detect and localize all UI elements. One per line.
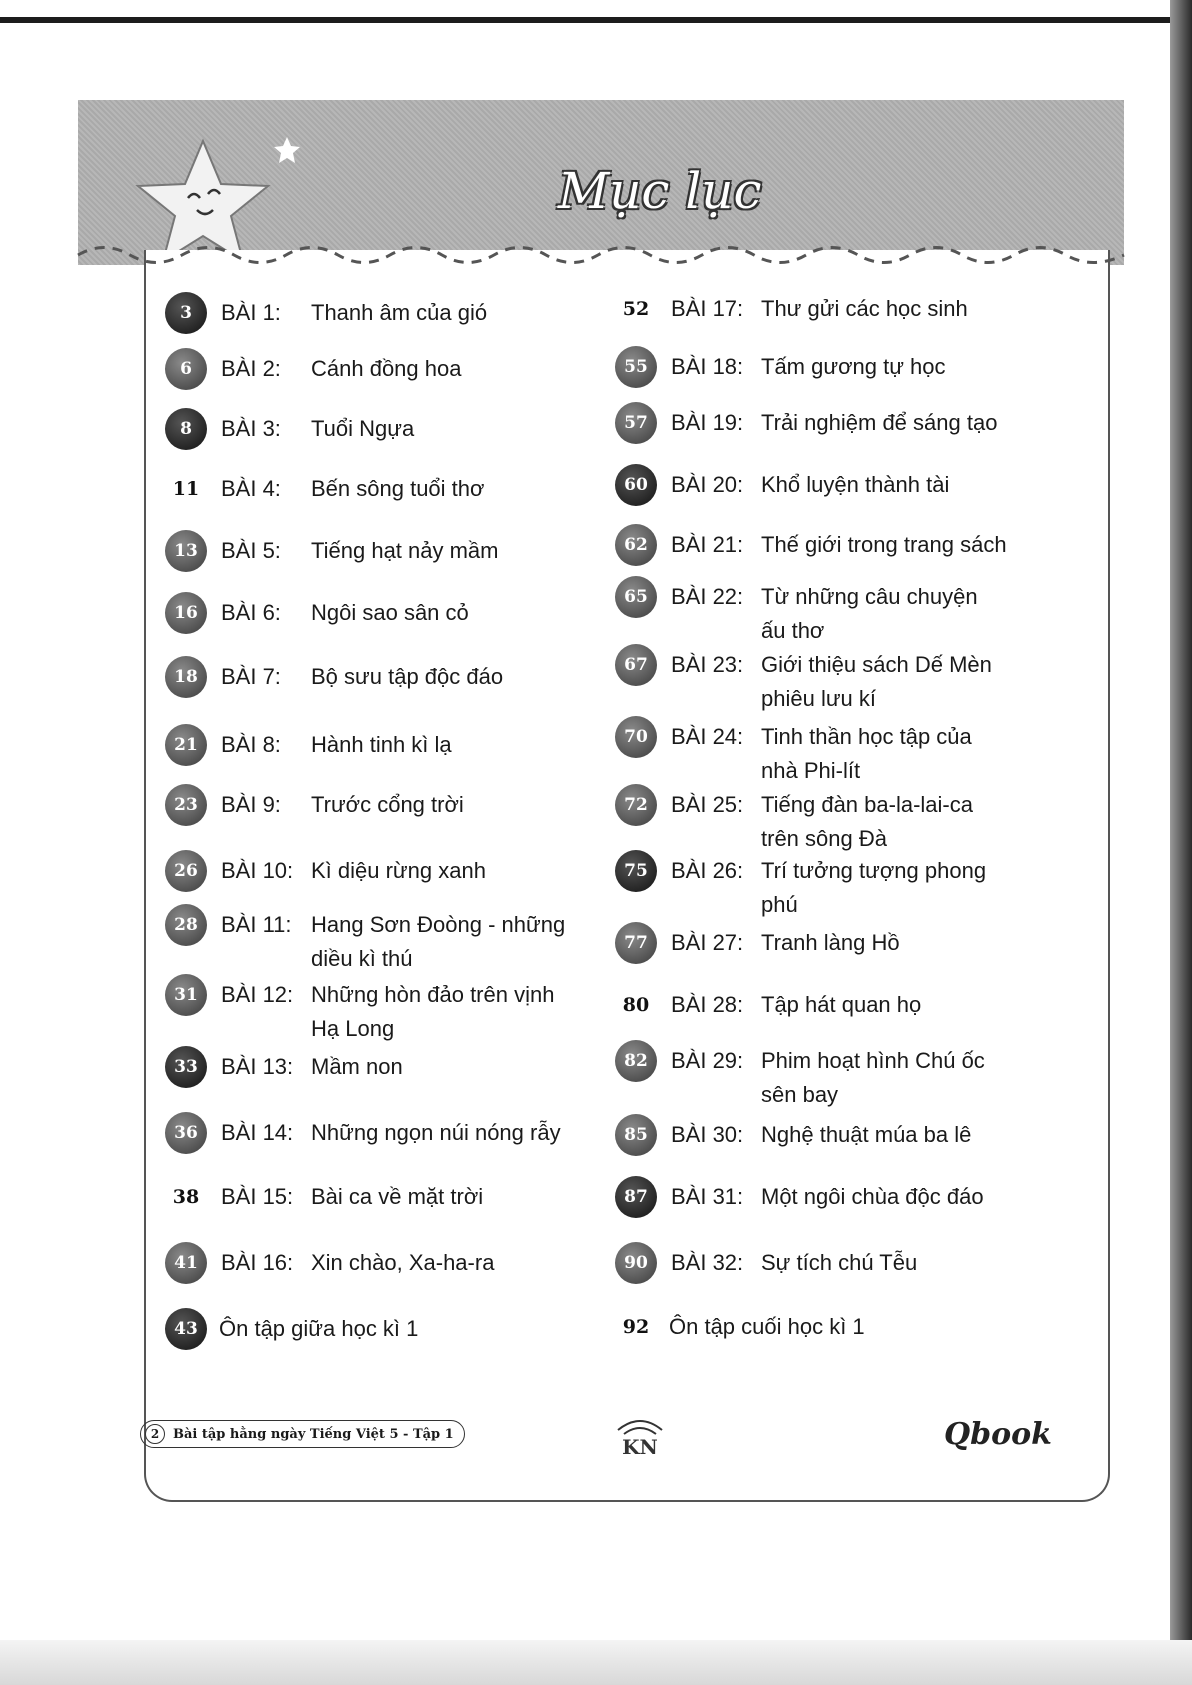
lesson-title: Ngôi sao sân cỏ bbox=[311, 600, 469, 625]
lesson-number: BÀI 10: bbox=[221, 858, 294, 883]
page-number-badge: 18 bbox=[165, 656, 207, 698]
toc-entry bbox=[165, 788, 464, 826]
toc-entry bbox=[615, 720, 972, 788]
page-number-badge: 6 bbox=[165, 348, 207, 390]
page-number-badge: 92 bbox=[622, 1316, 650, 1338]
toc-entry bbox=[165, 1246, 494, 1284]
lesson-number: BÀI 20: bbox=[671, 472, 744, 497]
lesson-title: Khổ luyện thành tài bbox=[761, 472, 950, 497]
toc-entry bbox=[615, 1246, 917, 1284]
toc-entry bbox=[165, 296, 487, 334]
toc-entry bbox=[615, 350, 946, 388]
toc-entry bbox=[615, 580, 978, 648]
lesson-number: BÀI 16: bbox=[221, 1250, 294, 1275]
svg-text:KN: KN bbox=[622, 1435, 658, 1459]
lesson-title: Một ngôi chùa độc đáo bbox=[761, 1184, 984, 1209]
toc-entry bbox=[615, 1044, 985, 1112]
page-number-badge: 38 bbox=[172, 1186, 200, 1208]
svg-text:Qbook: Qbook bbox=[944, 1417, 1052, 1452]
lesson-number: BÀI 31: bbox=[671, 1184, 744, 1209]
toc-entry bbox=[615, 406, 997, 444]
page-number-badge: 75 bbox=[615, 850, 657, 892]
lesson-title: Thanh âm của gió bbox=[311, 300, 488, 325]
lesson-number: BÀI 30: bbox=[671, 1122, 744, 1147]
book-title: Bài tập hằng ngày Tiếng Việt 5 - Tập 1 bbox=[173, 1426, 454, 1442]
lesson-title: Bộ sưu tập độc đáo bbox=[311, 664, 504, 689]
page-number-badge: 87 bbox=[615, 1176, 657, 1218]
lesson-number: BÀI 1: bbox=[221, 300, 281, 325]
lesson-number: BÀI 6: bbox=[221, 600, 281, 625]
lesson-title: Bến sông tuổi thơ bbox=[311, 476, 485, 501]
lesson-title: Kì diệu rừng xanh bbox=[311, 858, 486, 883]
lesson-title: Trước cổng trời bbox=[311, 792, 464, 817]
lesson-number: BÀI 8: bbox=[221, 732, 281, 757]
page-number-badge: 23 bbox=[165, 784, 207, 826]
lesson-title: Ôn tập cuối học kì 1 bbox=[669, 1314, 865, 1339]
lesson-title: Cánh đồng hoa bbox=[311, 356, 462, 381]
page-number-badge: 28 bbox=[165, 904, 207, 946]
lesson-title: Hành tinh kì lạ bbox=[311, 732, 452, 757]
toc-entry bbox=[615, 528, 1007, 566]
lesson-number: BÀI 17: bbox=[671, 296, 744, 321]
toc-entry bbox=[615, 926, 900, 964]
toc-entry bbox=[615, 1180, 984, 1218]
toc-entry bbox=[615, 854, 986, 922]
page-title: Mục lục bbox=[558, 162, 762, 220]
lesson-title: Từ những câu chuyện ấu thơ bbox=[761, 584, 978, 643]
toc-entry bbox=[165, 660, 503, 698]
lesson-number: BÀI 5: bbox=[221, 538, 281, 563]
lesson-title: Hang Sơn Đoòng - những diều kì thú bbox=[311, 912, 566, 971]
lesson-title: Tranh làng Hồ bbox=[761, 930, 900, 955]
toc-entry bbox=[615, 468, 949, 506]
toc-entry bbox=[165, 978, 554, 1046]
page-number-badge: 33 bbox=[165, 1046, 207, 1088]
lesson-title: Mầm non bbox=[311, 1054, 403, 1079]
page-number-badge: 72 bbox=[615, 784, 657, 826]
lesson-number: BÀI 4: bbox=[221, 476, 281, 501]
lesson-title: Những hòn đảo trên vịnh Hạ Long bbox=[311, 982, 555, 1041]
lesson-title: Tấm gương tự học bbox=[761, 354, 946, 379]
page-number-badge: 36 bbox=[165, 1112, 207, 1154]
lesson-number: BÀI 14: bbox=[221, 1120, 294, 1145]
page-number-badge: 43 bbox=[165, 1308, 207, 1350]
lesson-title: Xin chào, Xa-ha-ra bbox=[311, 1250, 495, 1275]
page-number: 2 bbox=[145, 1424, 165, 1444]
lesson-number: BÀI 15: bbox=[221, 1184, 294, 1209]
lesson-title: Tập hát quan họ bbox=[761, 992, 922, 1017]
lesson-number: BÀI 3: bbox=[221, 416, 281, 441]
lesson-title: Thư gửi các học sinh bbox=[761, 296, 968, 321]
footer-book-label bbox=[140, 1420, 465, 1448]
wavy-divider bbox=[78, 240, 1124, 270]
publisher-logo bbox=[610, 1410, 670, 1458]
scan-edge-right bbox=[1170, 0, 1192, 1685]
lesson-number: BÀI 13: bbox=[221, 1054, 294, 1079]
toc-entry bbox=[615, 788, 973, 856]
page-number-badge: 85 bbox=[615, 1114, 657, 1156]
lesson-title: Tuổi Ngựa bbox=[311, 416, 415, 441]
page-number-badge: 11 bbox=[172, 478, 200, 500]
lesson-title: Sự tích chú Tễu bbox=[761, 1250, 918, 1275]
lesson-number: BÀI 26: bbox=[671, 858, 744, 883]
page-number-badge: 52 bbox=[622, 298, 650, 320]
lesson-title: Tiếng đàn ba-la-lai-ca trên sông Đà bbox=[761, 792, 973, 851]
page-number-badge: 13 bbox=[165, 530, 207, 572]
lesson-title: Những ngọn núi nóng rẫy bbox=[311, 1120, 561, 1145]
toc-entry bbox=[165, 1116, 561, 1154]
lesson-title: Tinh thần học tập của nhà Phi-lít bbox=[761, 724, 972, 783]
lesson-number: BÀI 7: bbox=[221, 664, 281, 689]
page-number-badge: 60 bbox=[615, 464, 657, 506]
lesson-number: BÀI 25: bbox=[671, 792, 744, 817]
toc-entry bbox=[615, 292, 968, 330]
lesson-number: BÀI 27: bbox=[671, 930, 744, 955]
lesson-title: Trí tưởng tượng phong phú bbox=[761, 858, 987, 917]
page-number-badge: 77 bbox=[615, 922, 657, 964]
toc-entry bbox=[165, 1050, 403, 1088]
lesson-number: BÀI 19: bbox=[671, 410, 744, 435]
toc-entry bbox=[165, 1312, 418, 1350]
scan-edge-bottom bbox=[0, 1640, 1192, 1685]
page-number-badge: 16 bbox=[165, 592, 207, 634]
small-star-icon bbox=[273, 136, 301, 164]
page-number-badge: 26 bbox=[165, 850, 207, 892]
toc-entry bbox=[615, 1310, 865, 1348]
lesson-number: BÀI 22: bbox=[671, 584, 744, 609]
toc-entry bbox=[165, 908, 565, 976]
lesson-number: BÀI 18: bbox=[671, 354, 744, 379]
lesson-number: BÀI 23: bbox=[671, 652, 744, 677]
lesson-title: Nghệ thuật múa ba lê bbox=[761, 1122, 972, 1147]
scan-edge-top bbox=[0, 17, 1192, 23]
page-number-badge: 67 bbox=[615, 644, 657, 686]
lesson-number: BÀI 21: bbox=[671, 532, 744, 557]
page-number-badge: 82 bbox=[615, 1040, 657, 1082]
page-number-badge: 90 bbox=[615, 1242, 657, 1284]
toc-entry bbox=[165, 854, 486, 892]
page-number-badge: 62 bbox=[615, 524, 657, 566]
toc-entry bbox=[165, 596, 469, 634]
toc-entry bbox=[615, 1118, 971, 1156]
page-number-badge: 70 bbox=[615, 716, 657, 758]
lesson-number: BÀI 2: bbox=[221, 356, 281, 381]
page-number-badge: 65 bbox=[615, 576, 657, 618]
page-number-badge: 8 bbox=[165, 408, 207, 450]
toc-entry bbox=[165, 1180, 483, 1218]
page-number-badge: 21 bbox=[165, 724, 207, 766]
lesson-number: BÀI 9: bbox=[221, 792, 281, 817]
toc-entry bbox=[165, 472, 484, 510]
lesson-number: BÀI 29: bbox=[671, 1048, 744, 1073]
lesson-title: Phim hoạt hình Chú ốc sên bay bbox=[761, 1048, 985, 1107]
lesson-number: BÀI 28: bbox=[671, 992, 744, 1017]
lesson-title: Trải nghiệm để sáng tạo bbox=[761, 410, 998, 435]
lesson-number: BÀI 12: bbox=[221, 982, 294, 1007]
page-number-badge: 3 bbox=[165, 292, 207, 334]
lesson-title: Ôn tập giữa học kì 1 bbox=[219, 1316, 419, 1341]
lesson-title: Giới thiệu sách Dế Mèn phiêu lưu kí bbox=[761, 652, 992, 711]
page-number-badge: 80 bbox=[622, 994, 650, 1016]
toc-entry bbox=[615, 648, 992, 716]
page-number-badge: 41 bbox=[165, 1242, 207, 1284]
lesson-number: BÀI 32: bbox=[671, 1250, 744, 1275]
page-number-badge: 31 bbox=[165, 974, 207, 1016]
lesson-number: BÀI 11: bbox=[221, 912, 292, 937]
brand-logo bbox=[940, 1408, 1052, 1456]
lesson-number: BÀI 24: bbox=[671, 724, 744, 749]
lesson-title: Bài ca về mặt trời bbox=[311, 1184, 484, 1209]
toc-entry bbox=[165, 412, 414, 450]
toc-entry bbox=[165, 728, 452, 766]
toc-entry bbox=[615, 988, 921, 1026]
lesson-title: Thế giới trong trang sách bbox=[761, 532, 1007, 557]
page-number-badge: 57 bbox=[615, 402, 657, 444]
page-number-badge: 55 bbox=[615, 346, 657, 388]
toc-entry bbox=[165, 534, 499, 572]
toc-entry bbox=[165, 352, 461, 390]
lesson-title: Tiếng hạt nảy mầm bbox=[311, 538, 499, 563]
